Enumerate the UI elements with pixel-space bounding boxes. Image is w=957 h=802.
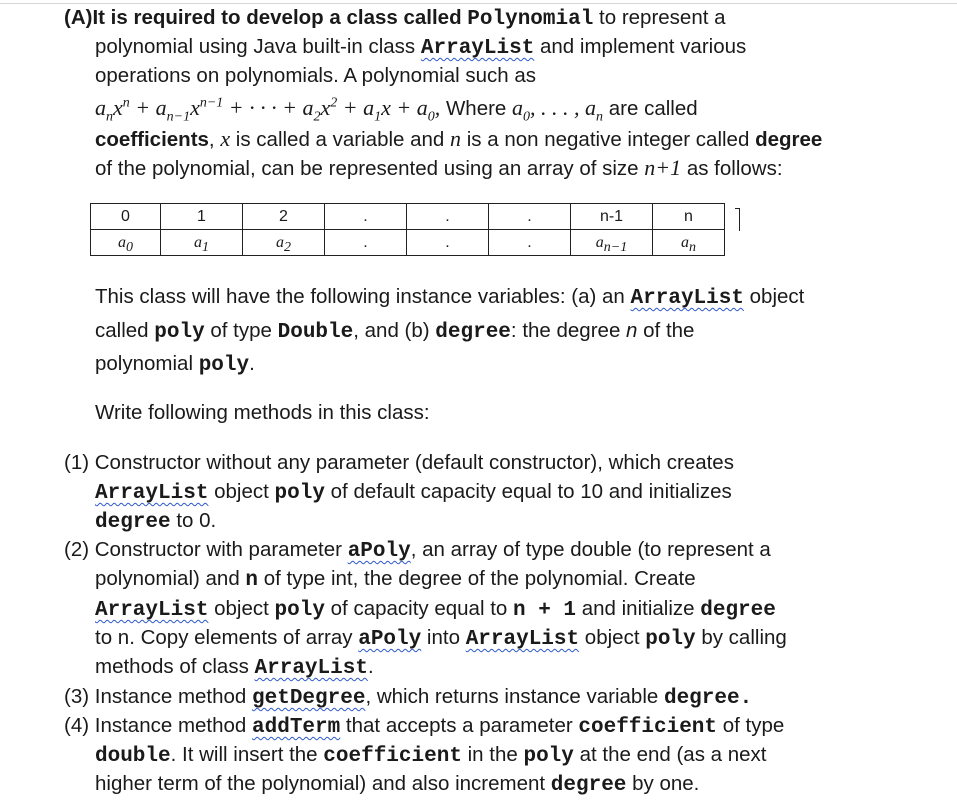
body-text: (2) Constructor with parameter: [64, 538, 348, 561]
body-text: , an array of type double (to represent a: [410, 538, 771, 561]
array-table: [90, 203, 725, 256]
body-text: (4) Instance method: [64, 714, 253, 737]
var-n: n: [450, 126, 462, 151]
body-text: higher term of the polynomial) and also increment: [95, 772, 551, 795]
degree-code: degree: [700, 599, 776, 622]
polynomial-formula: $a_nx^n + a_{n-1}x^{n-1}$ + · · · + $a_2x^2 + a_1x + a_0$,: [95, 95, 441, 125]
apoly-code: aPoly: [347, 540, 411, 563]
body-text: This class will have the following instance variables: (a) an: [95, 285, 631, 308]
body-text: to 0.: [170, 509, 217, 532]
instance-vars-line-2: [95, 319, 694, 345]
body-text: object: [743, 285, 805, 308]
body-text: of the: [637, 319, 695, 342]
coefficient-cell: $a_2$: [243, 230, 325, 256]
coefficient-range: $a_0$, . . . , $a_n$: [512, 95, 604, 125]
polynomial-formula-line: [95, 95, 698, 125]
method-1-line-2: [95, 480, 732, 506]
degree-code: degree: [95, 511, 171, 534]
intro-line-5: [95, 127, 822, 152]
var-n: n: [626, 319, 638, 342]
table-bracket: [735, 208, 740, 231]
poly-code: poly: [274, 482, 325, 505]
intro-line-2: [95, 35, 746, 61]
body-text: object: [579, 626, 646, 649]
body-text: , which returns instance variable: [365, 685, 664, 708]
coefficient-cell: $a_n$: [653, 230, 725, 256]
body-text: into: [421, 626, 466, 649]
method-4-line-1: [64, 714, 784, 740]
intro-text: polynomial using Java built-in class: [95, 35, 421, 58]
coefficient-code: coefficient: [323, 745, 462, 768]
body-text: and initialize: [576, 597, 701, 620]
poly-code: poly: [274, 599, 325, 622]
intro-text: is a non negative integer called: [461, 128, 756, 151]
arraylist-code: ArrayList: [420, 37, 535, 60]
coefficient-row: [91, 230, 725, 256]
degree-code: degree: [550, 774, 627, 797]
apoly-code: aPoly: [358, 628, 422, 651]
body-text: by calling: [695, 626, 787, 649]
index-cell: .: [407, 204, 489, 230]
intro-line-1: [64, 6, 726, 32]
body-text: of default capacity equal to 10 and initializes: [324, 480, 732, 503]
body-text: object: [208, 480, 275, 503]
method-4-line-2: [95, 743, 767, 769]
intro-line-6: [95, 156, 783, 181]
n-plus-1-code: n + 1: [513, 599, 577, 622]
instance-vars-line-3: [95, 352, 255, 378]
var-x: x: [220, 126, 231, 151]
intro-text: is called a variable and: [230, 128, 451, 151]
addterm-code: addTerm: [252, 716, 341, 739]
class-name-code: Polynomial: [467, 8, 594, 31]
index-cell: .: [489, 204, 571, 230]
coefficient-cell: .: [489, 230, 571, 256]
coefficient-cell: $a_1$: [161, 230, 243, 256]
index-row: [91, 204, 725, 230]
method-1-line-1: (1) Constructor without any parameter (default constructor), which creates: [64, 451, 734, 474]
method-2-line-1: [64, 538, 771, 564]
getdegree-code: getDegree: [252, 687, 366, 710]
body-text: to n. Copy elements of array: [95, 626, 359, 649]
method-2-line-4: [95, 626, 787, 652]
index-cell: .: [325, 204, 407, 230]
degree-code: degree: [435, 321, 511, 344]
body-text: polynomial) and: [95, 567, 246, 590]
poly-code: poly: [154, 321, 205, 344]
coefficient-code: coefficient: [578, 716, 718, 739]
body-text: methods of class: [95, 655, 255, 678]
index-cell: 0: [91, 204, 161, 230]
intro-text: are called: [608, 97, 698, 120]
index-cell: 2: [243, 204, 325, 230]
body-text: that accepts a parameter: [340, 714, 579, 737]
body-text: of type: [204, 319, 278, 342]
arraylist-code: ArrayList: [95, 599, 209, 622]
coefficients-term: coefficients: [95, 128, 209, 151]
double-code: Double: [277, 321, 354, 344]
index-cell: n-1: [571, 204, 653, 230]
body-text: of type int, the degree of the polynomial. Create: [258, 567, 696, 590]
coefficient-cell: .: [325, 230, 407, 256]
method-2-line-2: [95, 567, 696, 593]
body-text: .: [367, 655, 374, 678]
coefficient-cell: $a_{n-1}$: [571, 230, 653, 256]
poly-code: poly: [198, 354, 250, 377]
n-code: n: [245, 569, 259, 592]
arraylist-code: ArrayList: [95, 482, 209, 505]
top-border: [0, 3, 957, 4]
method-2-line-3: [95, 597, 776, 623]
intro-text: and implement various: [534, 35, 747, 58]
size-expression: n+1: [644, 155, 682, 180]
body-text: called: [95, 319, 155, 342]
intro-text: (A)It is required to develop a class called: [64, 6, 468, 29]
degree-code: degree.: [663, 687, 753, 710]
intro-text: ,: [208, 128, 221, 151]
body-text: : the degree: [510, 319, 627, 342]
poly-code: poly: [645, 628, 696, 651]
double-code: double: [95, 745, 171, 768]
index-cell: n: [653, 204, 725, 230]
where-text: Where: [445, 97, 507, 120]
intro-line-3: operations on polynomials. A polynomial such as: [95, 64, 537, 87]
degree-term: degree: [755, 128, 823, 151]
body-text: object: [208, 597, 275, 620]
coefficient-cell: .: [407, 230, 489, 256]
body-text: . It will insert the: [170, 743, 324, 766]
body-text: polynomial: [95, 352, 199, 375]
write-methods-heading: Write following methods in this class:: [95, 401, 430, 424]
body-text: of capacity equal to: [324, 597, 513, 620]
intro-text: of the polynomial, can be represented using an array of size: [95, 157, 645, 180]
body-text: (3) Instance method: [64, 685, 253, 708]
method-2-line-5: [95, 655, 374, 681]
body-text: by one.: [626, 772, 700, 795]
intro-text: to represent a: [593, 6, 726, 29]
arraylist-code: ArrayList: [254, 657, 368, 680]
index-cell: 1: [161, 204, 243, 230]
poly-code: poly: [523, 745, 574, 768]
instance-vars-line-1: [95, 285, 804, 311]
intro-text: as follows:: [681, 157, 783, 180]
coefficient-cell: $a_0$: [91, 230, 161, 256]
body-text: .: [249, 352, 255, 375]
method-1-line-3: [95, 509, 216, 535]
body-text: , and (b): [353, 319, 436, 342]
body-text: of type: [717, 714, 785, 737]
arraylist-code: ArrayList: [465, 628, 580, 651]
body-text: in the: [461, 743, 524, 766]
body-text: at the end (as a next: [573, 743, 767, 766]
method-4-line-3: [95, 772, 699, 798]
method-3-line: [64, 685, 752, 711]
arraylist-code: ArrayList: [630, 287, 744, 310]
